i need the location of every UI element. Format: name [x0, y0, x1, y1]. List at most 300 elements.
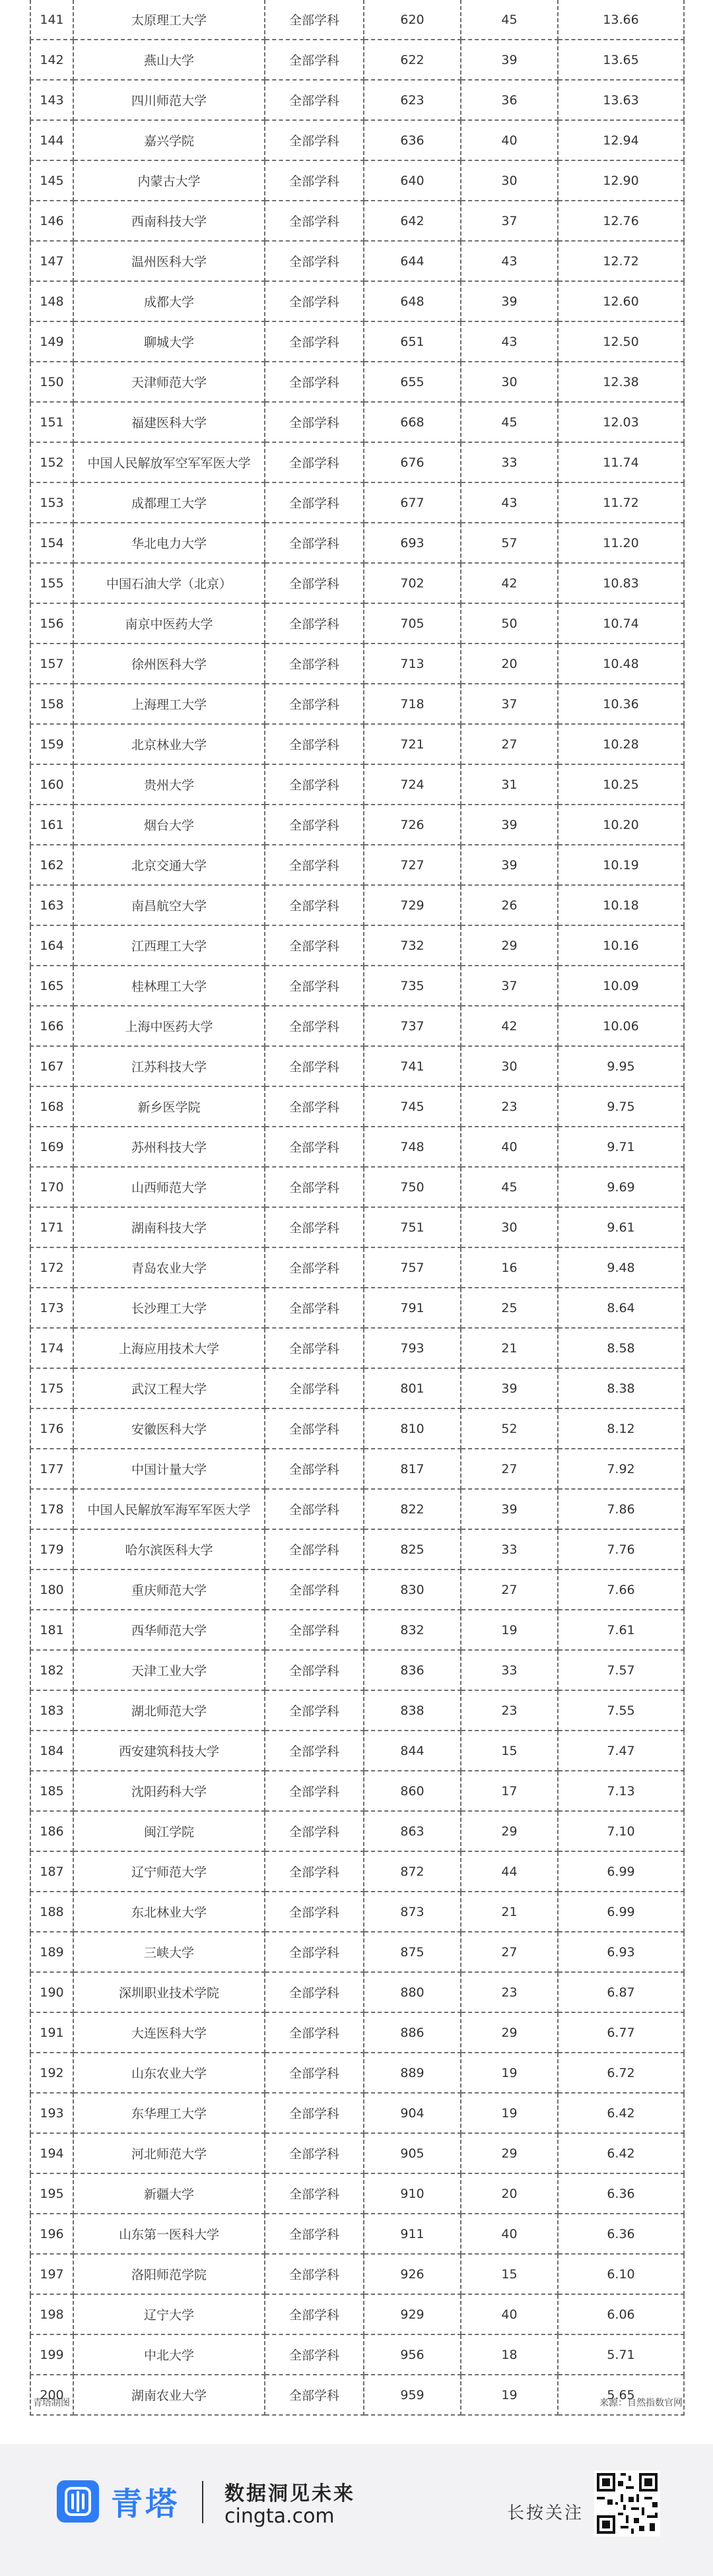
subject-scope-cell: 全部学科	[265, 1167, 364, 1207]
value-cell-2: 27	[461, 724, 558, 764]
score-cell: 10.83	[558, 563, 684, 603]
rank-cell: 141	[30, 0, 73, 40]
score-cell: 6.42	[558, 2093, 684, 2133]
value-cell: 836	[364, 1650, 461, 1690]
value-cell-2: 30	[461, 1046, 558, 1086]
value-cell-2: 40	[461, 1127, 558, 1167]
rank-cell: 161	[30, 805, 73, 845]
rank-cell: 165	[30, 966, 73, 1006]
table-row	[30, 1690, 684, 1731]
value-cell: 644	[364, 241, 461, 281]
university-name-cell: 福建医科大学	[73, 402, 265, 442]
score-cell: 8.64	[558, 1288, 684, 1328]
university-name-cell: 中国人民解放军海军军医大学	[73, 1489, 265, 1529]
ranking-table-body	[30, 0, 684, 2415]
value-cell-2: 42	[461, 563, 558, 603]
value-cell-2: 27	[461, 1569, 558, 1610]
value-cell-2: 33	[461, 1650, 558, 1690]
university-name-cell: 青岛农业大学	[73, 1247, 265, 1288]
rank-cell: 177	[30, 1449, 73, 1489]
long-press-follow-text: 长按关注	[507, 2503, 584, 2523]
brand-website[interactable]: cingta.com	[224, 2505, 335, 2528]
ranking-table	[30, 0, 685, 2416]
score-cell: 13.66	[558, 0, 684, 40]
score-cell: 11.20	[558, 523, 684, 563]
university-name-cell: 上海应用技术大学	[73, 1328, 265, 1368]
university-name-cell: 西华师范大学	[73, 1610, 265, 1650]
subject-scope-cell: 全部学科	[265, 2214, 364, 2254]
score-cell: 7.66	[558, 1569, 684, 1610]
university-name-cell: 三峡大学	[73, 1932, 265, 1972]
value-cell-2: 43	[461, 321, 558, 362]
value-cell-2: 30	[461, 1207, 558, 1247]
table-row	[30, 2093, 684, 2133]
table-row	[30, 1731, 684, 1771]
value-cell-2: 39	[461, 281, 558, 321]
rank-cell: 144	[30, 120, 73, 160]
value-cell: 793	[364, 1328, 461, 1368]
rank-cell: 195	[30, 2173, 73, 2214]
rank-cell: 163	[30, 885, 73, 925]
rank-cell: 186	[30, 1811, 73, 1851]
rank-cell: 196	[30, 2214, 73, 2254]
rank-cell: 176	[30, 1408, 73, 1449]
value-cell: 889	[364, 2053, 461, 2093]
university-name-cell: 嘉兴学院	[73, 120, 265, 160]
university-name-cell: 苏州科技大学	[73, 1127, 265, 1167]
value-cell: 875	[364, 1932, 461, 1972]
table-row	[30, 442, 684, 482]
table-row	[30, 1207, 684, 1247]
brand-name: 青塔	[111, 2486, 180, 2523]
table-row	[30, 1046, 684, 1086]
value-cell: 732	[364, 925, 461, 966]
value-cell: 735	[364, 966, 461, 1006]
table-row	[30, 1127, 684, 1167]
university-name-cell: 贵州大学	[73, 764, 265, 805]
score-cell: 6.93	[558, 1932, 684, 1972]
university-name-cell: 湖北师范大学	[73, 1690, 265, 1731]
value-cell: 825	[364, 1529, 461, 1569]
value-cell: 910	[364, 2173, 461, 2214]
value-cell: 668	[364, 402, 461, 442]
university-name-cell: 辽宁大学	[73, 2294, 265, 2334]
value-cell-2: 23	[461, 1690, 558, 1731]
score-cell: 6.10	[558, 2254, 684, 2294]
university-name-cell: 成都理工大学	[73, 482, 265, 523]
value-cell-2: 27	[461, 1932, 558, 1972]
ranking-table-container	[30, 0, 683, 2416]
value-cell-2: 57	[461, 523, 558, 563]
rank-cell: 145	[30, 160, 73, 201]
rank-cell: 169	[30, 1127, 73, 1167]
table-row	[30, 1569, 684, 1610]
subject-scope-cell: 全部学科	[265, 160, 364, 201]
subject-scope-cell: 全部学科	[265, 2254, 364, 2294]
rank-cell: 173	[30, 1288, 73, 1328]
value-cell-2: 39	[461, 845, 558, 885]
table-row	[30, 885, 684, 925]
table-row	[30, 523, 684, 563]
subject-scope-cell: 全部学科	[265, 2053, 364, 2093]
table-row	[30, 80, 684, 120]
table-row	[30, 1288, 684, 1328]
table-row	[30, 1851, 684, 1892]
value-cell: 748	[364, 1127, 461, 1167]
subject-scope-cell: 全部学科	[265, 362, 364, 402]
score-cell: 12.03	[558, 402, 684, 442]
university-name-cell: 桂林理工大学	[73, 966, 265, 1006]
university-name-cell: 山东第一医科大学	[73, 2214, 265, 2254]
value-cell-2: 19	[461, 2093, 558, 2133]
table-row	[30, 1449, 684, 1489]
rank-cell: 158	[30, 684, 73, 724]
value-cell-2: 43	[461, 482, 558, 523]
value-cell: 713	[364, 644, 461, 684]
rank-cell: 166	[30, 1006, 73, 1046]
table-row	[30, 40, 684, 80]
table-row	[30, 201, 684, 241]
table-row	[30, 2133, 684, 2173]
value-cell: 693	[364, 523, 461, 563]
table-row	[30, 362, 684, 402]
value-cell: 822	[364, 1489, 461, 1529]
table-row	[30, 2214, 684, 2254]
subject-scope-cell: 全部学科	[265, 1006, 364, 1046]
score-cell: 7.47	[558, 1731, 684, 1771]
table-row	[30, 241, 684, 281]
value-cell: 880	[364, 1972, 461, 2012]
value-cell: 737	[364, 1006, 461, 1046]
score-cell: 9.95	[558, 1046, 684, 1086]
subject-scope-cell: 全部学科	[265, 845, 364, 885]
rank-cell: 172	[30, 1247, 73, 1288]
subject-scope-cell: 全部学科	[265, 925, 364, 966]
university-name-cell: 洛阳师范学院	[73, 2254, 265, 2294]
value-cell-2: 31	[461, 764, 558, 805]
value-cell: 956	[364, 2334, 461, 2375]
university-name-cell: 河北师范大学	[73, 2133, 265, 2173]
table-row	[30, 1892, 684, 1932]
value-cell: 745	[364, 1086, 461, 1127]
subject-scope-cell: 全部学科	[265, 523, 364, 563]
value-cell-2: 25	[461, 1288, 558, 1328]
rank-cell: 188	[30, 1892, 73, 1932]
rank-cell: 150	[30, 362, 73, 402]
value-cell: 750	[364, 1167, 461, 1207]
table-row	[30, 1408, 684, 1449]
table-row	[30, 925, 684, 966]
university-name-cell: 重庆师范大学	[73, 1569, 265, 1610]
table-row	[30, 1247, 684, 1288]
value-cell: 838	[364, 1690, 461, 1731]
table-row	[30, 684, 684, 724]
rank-cell: 143	[30, 80, 73, 120]
table-row	[30, 563, 684, 603]
university-name-cell: 太原理工大学	[73, 0, 265, 40]
university-name-cell: 南昌航空大学	[73, 885, 265, 925]
score-cell: 13.63	[558, 80, 684, 120]
value-cell-2: 20	[461, 644, 558, 684]
table-row	[30, 160, 684, 201]
score-cell: 10.74	[558, 603, 684, 644]
rank-cell: 152	[30, 442, 73, 482]
university-name-cell: 山东农业大学	[73, 2053, 265, 2093]
value-cell: 817	[364, 1449, 461, 1489]
table-row	[30, 845, 684, 885]
subject-scope-cell: 全部学科	[265, 201, 364, 241]
subject-scope-cell: 全部学科	[265, 966, 364, 1006]
subject-scope-cell: 全部学科	[265, 644, 364, 684]
score-cell: 5.71	[558, 2334, 684, 2375]
subject-scope-cell: 全部学科	[265, 1851, 364, 1892]
rank-cell: 162	[30, 845, 73, 885]
value-cell: 718	[364, 684, 461, 724]
university-name-cell: 中国石油大学（北京）	[73, 563, 265, 603]
score-cell: 11.74	[558, 442, 684, 482]
table-row	[30, 402, 684, 442]
score-cell: 6.36	[558, 2173, 684, 2214]
score-cell: 6.77	[558, 2012, 684, 2053]
university-name-cell: 武汉工程大学	[73, 1368, 265, 1408]
value-cell: 860	[364, 1771, 461, 1811]
subject-scope-cell: 全部学科	[265, 1288, 364, 1328]
rank-cell: 151	[30, 402, 73, 442]
table-row	[30, 2254, 684, 2294]
value-cell: 727	[364, 845, 461, 885]
table-row	[30, 764, 684, 805]
score-cell: 12.60	[558, 281, 684, 321]
university-name-cell: 东华理工大学	[73, 2093, 265, 2133]
subject-scope-cell: 全部学科	[265, 1127, 364, 1167]
value-cell-2: 20	[461, 2173, 558, 2214]
value-cell-2: 39	[461, 1368, 558, 1408]
university-name-cell: 温州医科大学	[73, 241, 265, 281]
value-cell: 724	[364, 764, 461, 805]
rank-cell: 194	[30, 2133, 73, 2173]
rank-cell: 159	[30, 724, 73, 764]
value-cell-2: 26	[461, 885, 558, 925]
value-cell-2: 30	[461, 160, 558, 201]
value-cell: 791	[364, 1288, 461, 1328]
rank-cell: 155	[30, 563, 73, 603]
value-cell: 801	[364, 1368, 461, 1408]
value-cell: 677	[364, 482, 461, 523]
university-name-cell: 聊城大学	[73, 321, 265, 362]
value-cell: 729	[364, 885, 461, 925]
value-cell: 655	[364, 362, 461, 402]
score-cell: 7.61	[558, 1610, 684, 1650]
university-name-cell: 西南科技大学	[73, 201, 265, 241]
university-name-cell: 沈阳药科大学	[73, 1771, 265, 1811]
subject-scope-cell: 全部学科	[265, 482, 364, 523]
table-row	[30, 482, 684, 523]
table-row	[30, 805, 684, 845]
subject-scope-cell: 全部学科	[265, 1972, 364, 2012]
value-cell: 904	[364, 2093, 461, 2133]
table-row	[30, 603, 684, 644]
university-name-cell: 湖南农业大学	[73, 2375, 265, 2415]
value-cell-2: 42	[461, 1006, 558, 1046]
table-row	[30, 2053, 684, 2093]
rank-cell: 148	[30, 281, 73, 321]
value-cell-2: 40	[461, 120, 558, 160]
university-name-cell: 燕山大学	[73, 40, 265, 80]
table-row	[30, 120, 684, 160]
rank-cell: 170	[30, 1167, 73, 1207]
table-row	[30, 1811, 684, 1851]
score-cell: 10.18	[558, 885, 684, 925]
university-name-cell: 徐州医科大学	[73, 644, 265, 684]
rank-cell: 153	[30, 482, 73, 523]
university-name-cell: 内蒙古大学	[73, 160, 265, 201]
table-row	[30, 1489, 684, 1529]
university-name-cell: 西安建筑科技大学	[73, 1731, 265, 1771]
value-cell-2: 39	[461, 1489, 558, 1529]
subject-scope-cell: 全部学科	[265, 885, 364, 925]
rank-cell: 183	[30, 1690, 73, 1731]
university-name-cell: 闽江学院	[73, 1811, 265, 1851]
value-cell-2: 17	[461, 1771, 558, 1811]
value-cell: 640	[364, 160, 461, 201]
university-name-cell: 成都大学	[73, 281, 265, 321]
rank-cell: 157	[30, 644, 73, 684]
score-cell: 8.58	[558, 1328, 684, 1368]
university-name-cell: 上海理工大学	[73, 684, 265, 724]
value-cell-2: 27	[461, 1449, 558, 1489]
subject-scope-cell: 全部学科	[265, 1449, 364, 1489]
university-name-cell: 华北电力大学	[73, 523, 265, 563]
value-cell: 757	[364, 1247, 461, 1288]
score-cell: 12.50	[558, 321, 684, 362]
subject-scope-cell: 全部学科	[265, 2093, 364, 2133]
university-name-cell: 新乡医学院	[73, 1086, 265, 1127]
rank-cell: 174	[30, 1328, 73, 1368]
value-cell-2: 52	[461, 1408, 558, 1449]
value-cell-2: 50	[461, 603, 558, 644]
value-cell-2: 37	[461, 966, 558, 1006]
value-cell: 863	[364, 1811, 461, 1851]
score-cell: 10.16	[558, 925, 684, 966]
qingta-logo-icon	[57, 2480, 99, 2523]
rank-cell: 192	[30, 2053, 73, 2093]
score-cell: 10.20	[558, 805, 684, 845]
table-row	[30, 2334, 684, 2375]
rank-cell: 168	[30, 1086, 73, 1127]
score-cell: 7.55	[558, 1690, 684, 1731]
rank-cell: 147	[30, 241, 73, 281]
value-cell-2: 29	[461, 2012, 558, 2053]
score-cell: 10.48	[558, 644, 684, 684]
university-name-cell: 大连医科大学	[73, 2012, 265, 2053]
university-name-cell: 北京交通大学	[73, 845, 265, 885]
value-cell: 676	[364, 442, 461, 482]
value-cell: 872	[364, 1851, 461, 1892]
table-row	[30, 2173, 684, 2214]
value-cell: 623	[364, 80, 461, 120]
rank-cell: 160	[30, 764, 73, 805]
chart-credit: 青塔制图	[33, 2398, 70, 2408]
score-cell: 7.92	[558, 1449, 684, 1489]
subject-scope-cell: 全部学科	[265, 2133, 364, 2173]
university-name-cell: 江苏科技大学	[73, 1046, 265, 1086]
rank-cell: 179	[30, 1529, 73, 1569]
score-cell: 8.38	[558, 1368, 684, 1408]
subject-scope-cell: 全部学科	[265, 1731, 364, 1771]
value-cell: 810	[364, 1408, 461, 1449]
score-cell: 12.72	[558, 241, 684, 281]
rank-cell: 154	[30, 523, 73, 563]
score-cell: 9.71	[558, 1127, 684, 1167]
rank-cell: 164	[30, 925, 73, 966]
score-cell: 10.06	[558, 1006, 684, 1046]
value-cell: 741	[364, 1046, 461, 1086]
brand-divider	[202, 2481, 203, 2523]
rank-cell: 191	[30, 2012, 73, 2053]
subject-scope-cell: 全部学科	[265, 805, 364, 845]
university-name-cell: 新疆大学	[73, 2173, 265, 2214]
table-row	[30, 1086, 684, 1127]
value-cell: 830	[364, 1569, 461, 1610]
value-cell-2: 15	[461, 2254, 558, 2294]
value-cell-2: 33	[461, 1529, 558, 1569]
score-cell: 6.72	[558, 2053, 684, 2093]
rank-cell: 180	[30, 1569, 73, 1610]
subject-scope-cell: 全部学科	[265, 764, 364, 805]
value-cell-2: 37	[461, 684, 558, 724]
rank-cell: 185	[30, 1771, 73, 1811]
rank-cell: 193	[30, 2093, 73, 2133]
table-row	[30, 1167, 684, 1207]
score-cell: 7.10	[558, 1811, 684, 1851]
value-cell: 873	[364, 1892, 461, 1932]
qr-code-icon[interactable]	[594, 2470, 660, 2536]
subject-scope-cell: 全部学科	[265, 402, 364, 442]
value-cell-2: 43	[461, 241, 558, 281]
subject-scope-cell: 全部学科	[265, 563, 364, 603]
rank-cell: 142	[30, 40, 73, 80]
rank-cell: 149	[30, 321, 73, 362]
value-cell: 648	[364, 281, 461, 321]
rank-cell: 197	[30, 2254, 73, 2294]
value-cell: 622	[364, 40, 461, 80]
table-row	[30, 1650, 684, 1690]
subject-scope-cell: 全部学科	[265, 40, 364, 80]
rank-cell: 178	[30, 1489, 73, 1529]
subject-scope-cell: 全部学科	[265, 1247, 364, 1288]
university-name-cell: 天津工业大学	[73, 1650, 265, 1690]
subject-scope-cell: 全部学科	[265, 1328, 364, 1368]
score-cell: 6.42	[558, 2133, 684, 2173]
score-cell: 7.57	[558, 1650, 684, 1690]
score-cell: 7.76	[558, 1529, 684, 1569]
subject-scope-cell: 全部学科	[265, 2294, 364, 2334]
table-row	[30, 2012, 684, 2053]
table-row	[30, 724, 684, 764]
subject-scope-cell: 全部学科	[265, 1650, 364, 1690]
subject-scope-cell: 全部学科	[265, 1569, 364, 1610]
subject-scope-cell: 全部学科	[265, 442, 364, 482]
value-cell: 886	[364, 2012, 461, 2053]
rank-cell: 187	[30, 1851, 73, 1892]
university-name-cell: 南京中医药大学	[73, 603, 265, 644]
university-name-cell: 中国人民解放军空军军医大学	[73, 442, 265, 482]
university-name-cell: 北京林业大学	[73, 724, 265, 764]
subject-scope-cell: 全部学科	[265, 1811, 364, 1851]
value-cell: 905	[364, 2133, 461, 2173]
university-name-cell: 东北林业大学	[73, 1892, 265, 1932]
table-row	[30, 1328, 684, 1368]
